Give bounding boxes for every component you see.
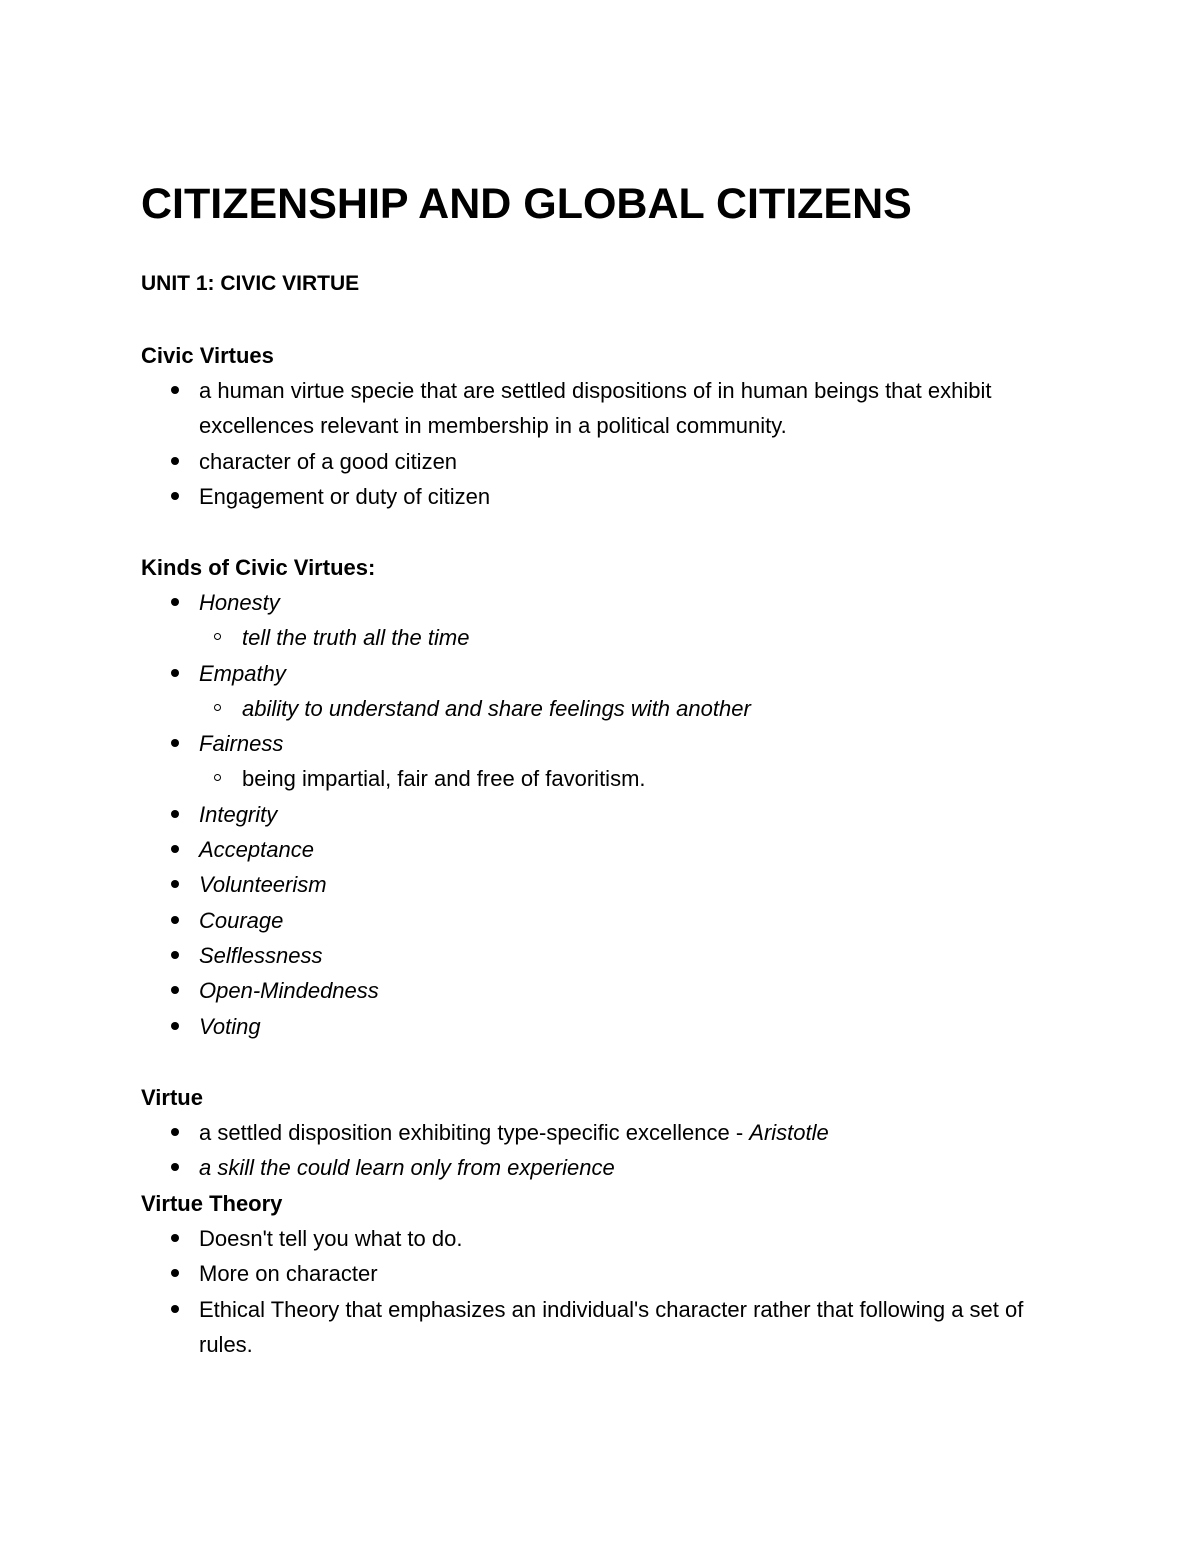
virtue-theory-section <box>141 1186 1081 1362</box>
document-title: CITIZENSHIP AND GLOBAL CITIZENS <box>141 180 912 228</box>
virtue-kind-item: Volunteerism <box>141 867 1081 902</box>
virtue-kind-item: Voting <box>141 1009 1081 1044</box>
virtue-heading: Virtue <box>141 1085 203 1110</box>
virtue-kind-description: being impartial, fair and free of favoritism. <box>141 761 1081 796</box>
list-item: Engagement or duty of citizen <box>141 479 1081 514</box>
list-item: character of a good citizen <box>141 444 1081 479</box>
list-item: a skill the could learn only from experience <box>141 1150 1081 1185</box>
virtue-theory-list <box>141 1221 1081 1362</box>
civic-virtues-section <box>141 338 1081 514</box>
kinds-heading: Kinds of Civic Virtues: <box>141 555 376 580</box>
virtue-kind-item: Courage <box>141 903 1081 938</box>
virtue-author: Aristotle <box>749 1120 829 1145</box>
list-item <box>141 1115 1081 1150</box>
virtue-kind-description: tell the truth all the time <box>141 620 1081 655</box>
list-item: More on character <box>141 1256 1081 1291</box>
virtue-list <box>141 1115 1081 1186</box>
virtue-kind-item: Honesty <box>141 585 1081 620</box>
civic-virtues-list <box>141 373 1081 514</box>
virtue-section <box>141 1080 1081 1186</box>
virtue-kind-item: Open-Mindedness <box>141 973 1081 1008</box>
kinds-section <box>141 550 1081 1044</box>
list-item: Ethical Theory that emphasizes an individual's character rather that following a set of rules. <box>141 1292 1081 1363</box>
virtue-definition: a settled disposition exhibiting type-specific excellence - <box>199 1120 750 1145</box>
virtue-kind-item: Integrity <box>141 797 1081 832</box>
virtue-kind-item: Fairness <box>141 726 1081 761</box>
civic-virtues-heading: Civic Virtues <box>141 343 274 368</box>
list-item: a human virtue specie that are settled dispositions of in human beings that exhibit excellences relevant in membership in a political community. <box>141 373 1081 444</box>
virtue-kind-item: Empathy <box>141 656 1081 691</box>
virtue-kind-item: Acceptance <box>141 832 1081 867</box>
kinds-list <box>141 585 1081 1044</box>
virtue-kind-description: ability to understand and share feelings with another <box>141 691 1081 726</box>
virtue-kind-item: Selflessness <box>141 938 1081 973</box>
unit-heading: UNIT 1: CIVIC VIRTUE <box>141 272 360 295</box>
list-item: Doesn't tell you what to do. <box>141 1221 1081 1256</box>
virtue-theory-heading: Virtue Theory <box>141 1191 283 1216</box>
